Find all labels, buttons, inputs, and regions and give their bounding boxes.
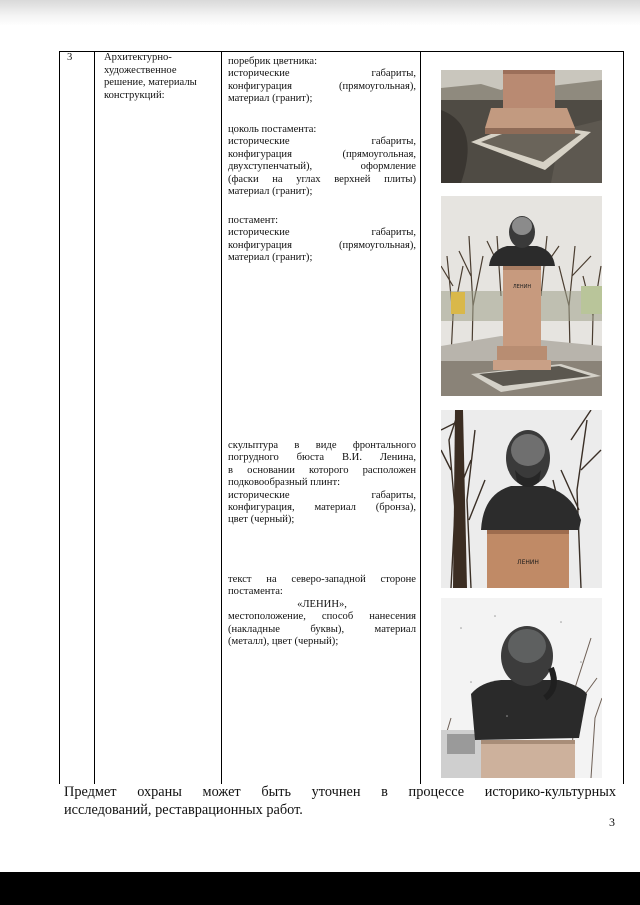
col-divider-3 bbox=[420, 51, 421, 784]
element-pedestal bbox=[228, 215, 416, 265]
element-line: подковообразный плинт: bbox=[228, 477, 341, 489]
pedestal-lettering: ЛЕНИН bbox=[517, 559, 539, 566]
element-line: постамент: bbox=[228, 215, 279, 226]
element-line: двухступенчатый), оформление bbox=[228, 161, 416, 173]
category-line: художественное bbox=[104, 64, 177, 76]
photo-bust-closeup bbox=[441, 410, 602, 588]
table-left-border bbox=[59, 51, 60, 784]
element-line: исторические габариты, bbox=[228, 68, 416, 80]
element-line: в основании которого расположен bbox=[228, 464, 416, 476]
pedestal-lettering: ЛЕНИН bbox=[512, 284, 532, 290]
element-line: материал (гранит); bbox=[228, 252, 313, 264]
page-number: 3 bbox=[609, 815, 615, 829]
scan-top-shadow bbox=[0, 0, 640, 26]
element-line: материал (гранит); bbox=[228, 93, 313, 105]
element-line: (металл), цвет (черный); bbox=[228, 636, 339, 648]
element-line: материал (гранит); bbox=[228, 186, 313, 198]
element-line: цоколь постамента: bbox=[228, 124, 317, 135]
element-line: поребрик цветника: bbox=[228, 56, 318, 67]
element-sculpture bbox=[228, 440, 416, 527]
element-line: исторические габариты, bbox=[228, 489, 416, 501]
col-divider-1 bbox=[94, 51, 95, 784]
footer-line-2: исследований, реставрационных работ. bbox=[64, 802, 303, 818]
element-line: конфигурация (прямоугольная), bbox=[228, 80, 416, 92]
photo-flowerbed-border bbox=[441, 70, 602, 183]
element-line: текст на северо-западной стороне bbox=[228, 574, 416, 585]
element-line: исторические габариты, bbox=[228, 136, 416, 148]
footer-line-1: Предмет охраны может быть уточнен в процессе историко-культурных bbox=[64, 784, 616, 800]
element-line: погрудного бюста В.И. Ленина, bbox=[228, 452, 416, 464]
category-line: решение, материалы bbox=[104, 77, 197, 88]
photo-monument-pedestal bbox=[441, 196, 602, 396]
element-line: конфигурация (прямоугольная), bbox=[228, 239, 416, 251]
element-line: местоположение, способ нанесения bbox=[228, 611, 416, 623]
element-line: конфигурация (прямоугольная, bbox=[228, 148, 416, 160]
element-inscription bbox=[228, 574, 416, 648]
category-line: Архитектурно- bbox=[104, 52, 172, 63]
element-line: цвет (черный); bbox=[228, 514, 295, 526]
element-line: скульптура в виде фронтального bbox=[228, 440, 416, 451]
scan-bottom-edge bbox=[0, 872, 640, 905]
element-line: конфигурация, материал (бронза), bbox=[228, 502, 416, 514]
element-plinth bbox=[228, 124, 416, 198]
element-line: исторические габариты, bbox=[228, 227, 416, 239]
element-border bbox=[228, 56, 416, 106]
col-divider-2 bbox=[221, 51, 222, 784]
element-line: (фаски на углах верхней плиты) bbox=[228, 173, 416, 185]
photo-bust-winter bbox=[441, 598, 602, 778]
element-line: (накладные буквы), материал bbox=[228, 623, 416, 635]
category-line: конструкций: bbox=[104, 89, 165, 101]
row-number: 3 bbox=[67, 52, 73, 63]
element-line: постамента: bbox=[228, 586, 283, 598]
category-cell bbox=[104, 52, 219, 102]
footer-note bbox=[64, 783, 616, 819]
element-line: «ЛЕНИН», bbox=[297, 598, 347, 610]
table-right-border bbox=[623, 51, 624, 784]
